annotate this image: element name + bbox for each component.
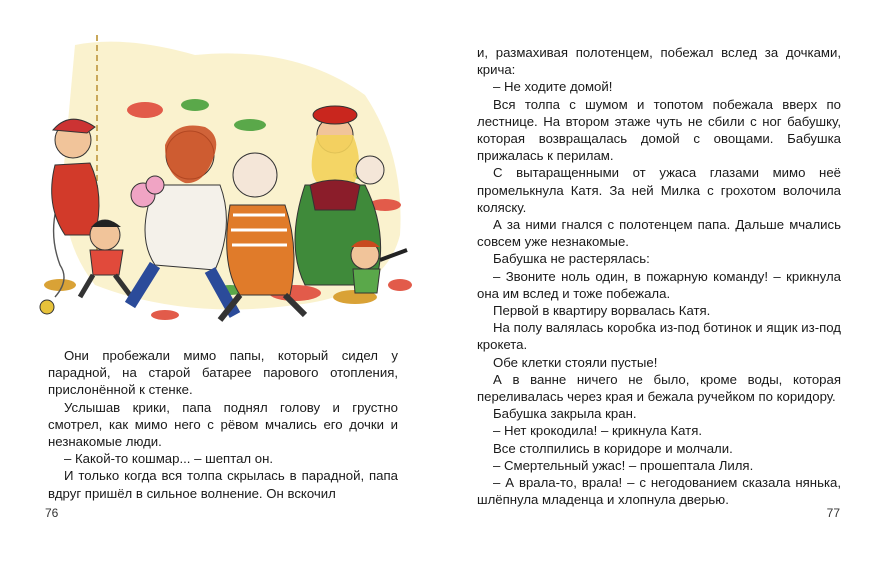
paragraph: Обе клетки стояли пустые!: [493, 354, 658, 370]
paragraph: Услышав крики, папа поднял голову и грустно смотрел, как мимо него с рёвом мчались его дочки и незнакомые люди.: [48, 399, 398, 450]
paragraph: и, размахивая полотенцем, побежал вслед за дочками, крича:: [477, 45, 841, 78]
paragraph: А за ними гнался с полотенцем папа. Дальше мчались совсем уже незнакомые.: [477, 217, 841, 250]
paragraph: – Не ходите домой!: [493, 79, 613, 95]
paragraph: С вытаращенными от ужаса глазами мимо неё промелькнула Катя. За ней Милка с грохотом волочила коляску.: [477, 165, 841, 215]
page-number: 77: [826, 506, 840, 520]
paragraph: – Какой-то кошмар... – шептал он.: [64, 451, 274, 467]
left-page-text: [48, 347, 398, 502]
paragraph: А в ванне ничего не было, кроме воды, которая переливалась через края и бежала ручейком по коридору.: [477, 371, 841, 405]
paragraph: Первой в квартиру ворвалась Катя.: [493, 303, 711, 319]
paragraph: Они пробежали мимо папы, который сидел у парадной, на старой батарее парового отопления, прислонённой к стенке.: [48, 348, 398, 398]
paragraph: Вся толпа с шумом и топотом побежала вверх по лестнице. На втором этаже чуть не сбили с ног бабушку, которая возвращалась домой с овощами. Бабушка прижалась к перилам.: [477, 96, 841, 164]
paragraph: – Звоните ноль один, в пожарную команду! – крикнула она им вслед и тоже побежала.: [477, 268, 841, 301]
paragraph: – Смертельный ужас! – прошептала Лиля.: [493, 457, 754, 473]
paragraph: И только когда вся толпа скрылась в парадной, папа вдруг пришёл в сильное волнение. Он вскочил: [48, 468, 398, 501]
paragraph: – А врала-то, врала! – с негодованием сказала нянька, шлёпнула младенца и хлопнула дверью.: [477, 475, 841, 508]
paragraph: Бабушка закрыла кран.: [493, 406, 637, 422]
right-page-text: [477, 44, 841, 508]
page-number: 76: [45, 506, 59, 520]
right-page: [440, 0, 880, 563]
paragraph: На полу валялась коробка из-под ботинок и ящик из-под крокета.: [477, 320, 841, 353]
story-illustration: [35, 35, 420, 335]
paragraph: – Нет крокодила! – крикнула Катя.: [493, 423, 703, 439]
paragraph: Все столпились в коридоре и молчали.: [493, 440, 733, 456]
paragraph: Бабушка не растерялась:: [493, 251, 650, 267]
